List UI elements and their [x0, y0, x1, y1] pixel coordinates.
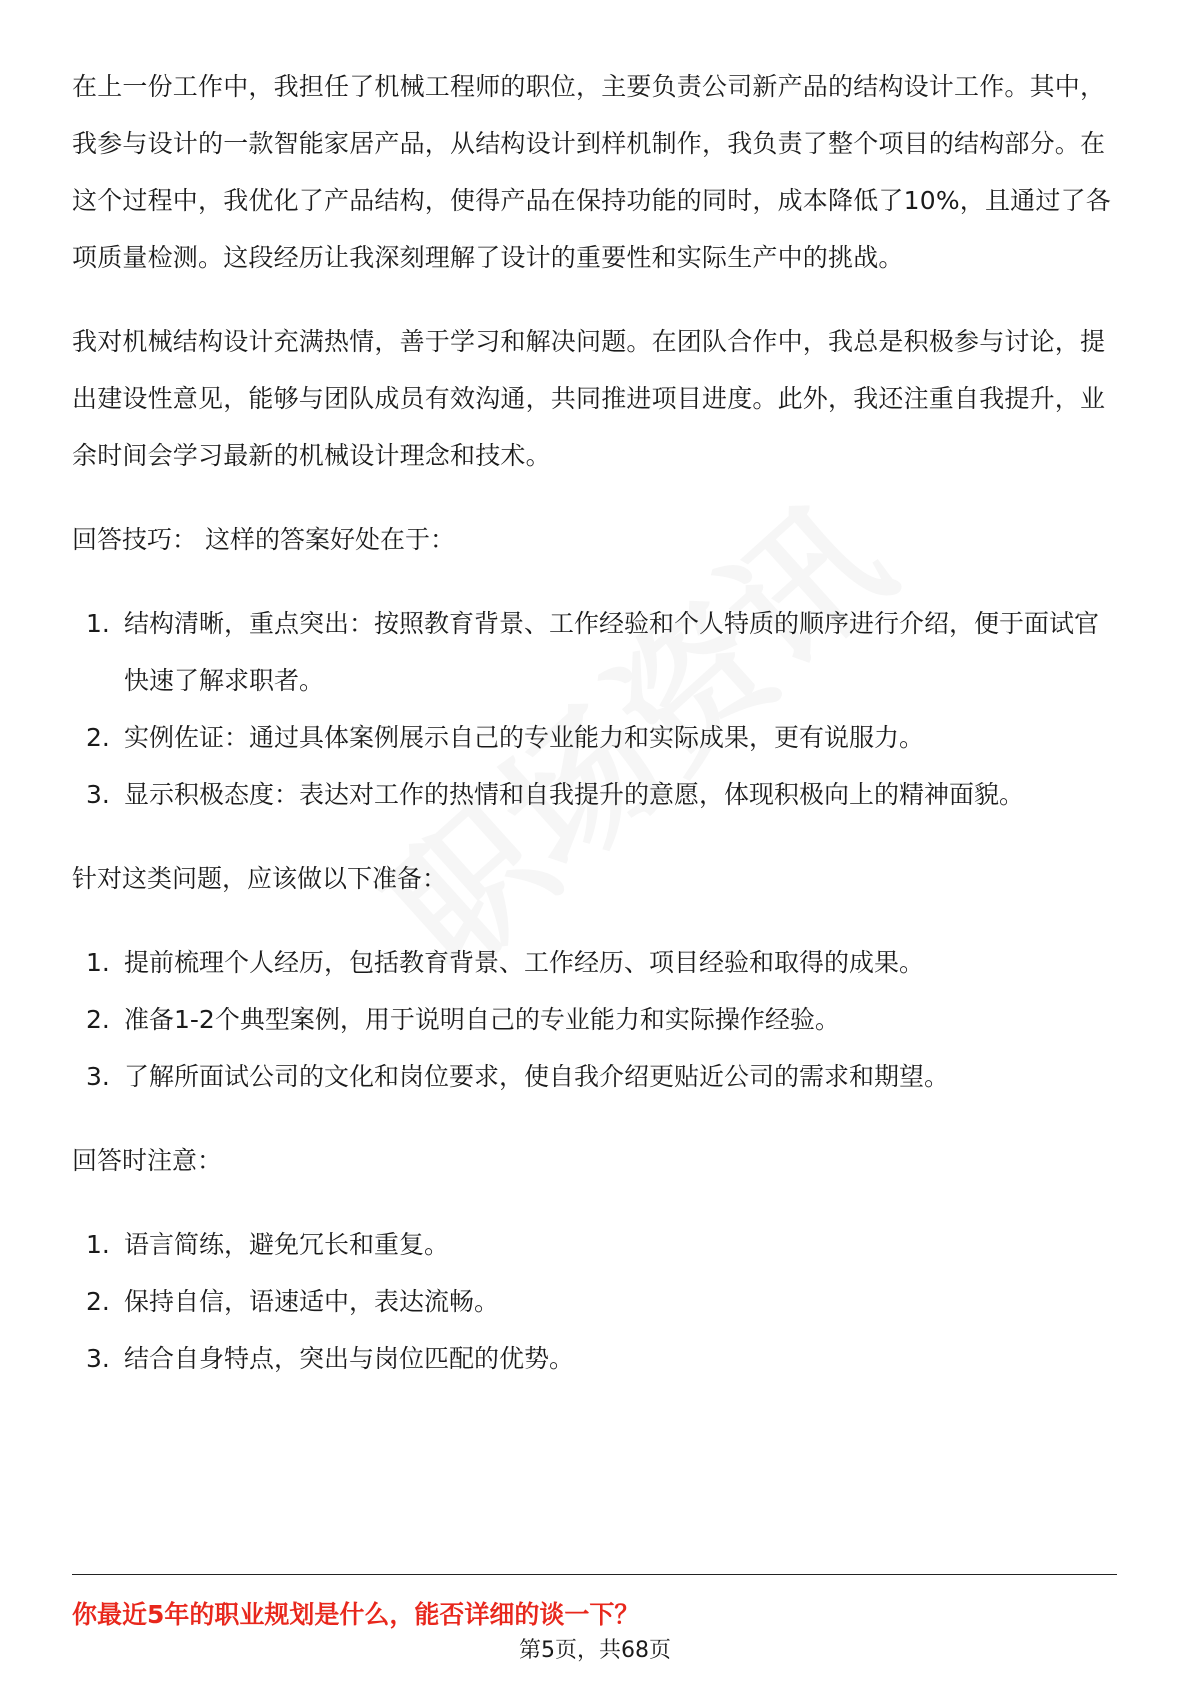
- list-item-text: 实例佐证：通过具体案例展示自己的专业能力和实际成果，更有说服力。: [124, 723, 925, 752]
- paragraph-personal-traits: 我对机械结构设计充满热情，善于学习和解决问题。在团队合作中，我总是积极参与讨论，提出建设性意见，能够与团队成员有效沟通，共同推进项目进度。此外，我还注重自我提升，业余时间会学习最新的机械设计理念和技术。: [72, 327, 1106, 470]
- list-item-text: 结合自身特点，突出与岗位匹配的优势。: [124, 1344, 575, 1373]
- list-item: [72, 934, 1117, 991]
- list-item: [72, 1216, 1117, 1273]
- list-item-text: 保持自信，语速适中，表达流畅。: [124, 1287, 500, 1316]
- list-number: 2.: [86, 1287, 110, 1316]
- list-item-text: 了解所面试公司的文化和岗位要求，使自我介绍更贴近公司的需求和期望。: [124, 1062, 950, 1091]
- tips-heading: 回答技巧： 这样的答案好处在于：: [72, 525, 455, 554]
- list-item-text: 结构清晰，重点突出：按照教育背景、工作经验和个人特质的顺序进行介绍，便于面试官快速了解求职者。: [124, 609, 1100, 695]
- tips-list: [72, 595, 1117, 823]
- list-number: 2.: [86, 723, 110, 752]
- list-item: [72, 1273, 1117, 1330]
- section-divider: [72, 1574, 1117, 1575]
- page-number: 第5页，共68页: [519, 1638, 671, 1663]
- list-item-text: 准备1-2个典型案例，用于说明自己的专业能力和实际操作经验。: [124, 1005, 840, 1034]
- list-number: 1.: [86, 1230, 110, 1259]
- list-item: [72, 1048, 1117, 1105]
- paragraph-work-experience: 在上一份工作中，我担任了机械工程师的职位，主要负责公司新产品的结构设计工作。其中，我参与设计的一款智能家居产品，从结构设计到样机制作，我负责了整个项目的结构部分。在这个过程中，我优化了产品结构，使得产品在保持功能的同时，成本降低了10%，且通过了各项质量检测。这段经历让我深刻理解了设计的重要性和实际生产中的挑战。: [72, 72, 1111, 272]
- list-item: [72, 595, 1117, 709]
- list-number: 1.: [86, 948, 110, 977]
- list-number: 3.: [86, 1344, 110, 1373]
- list-item-text: 语言简练，避免冗长和重复。: [124, 1230, 450, 1259]
- list-item: [72, 709, 1117, 766]
- list-item-text: 提前梳理个人经历，包括教育背景、工作经历、项目经验和取得的成果。: [124, 948, 925, 977]
- list-item-text: 显示积极态度：表达对工作的热情和自我提升的意愿，体现积极向上的精神面貌。: [124, 780, 1025, 809]
- prep-list: [72, 934, 1117, 1105]
- notes-heading: 回答时注意：: [72, 1146, 223, 1175]
- content-body: [72, 58, 1117, 1387]
- list-number: 1.: [86, 609, 110, 638]
- list-number: 3.: [86, 1062, 110, 1091]
- next-question-heading: 你最近5年的职业规划是什么，能否详细的谈一下？: [72, 1600, 640, 1629]
- prep-heading: 针对这类问题，应该做以下准备：: [72, 864, 448, 893]
- list-item: [72, 1330, 1117, 1387]
- list-number: 3.: [86, 780, 110, 809]
- list-item: [72, 991, 1117, 1048]
- notes-list: [72, 1216, 1117, 1387]
- list-item: [72, 766, 1117, 823]
- list-number: 2.: [86, 1005, 110, 1034]
